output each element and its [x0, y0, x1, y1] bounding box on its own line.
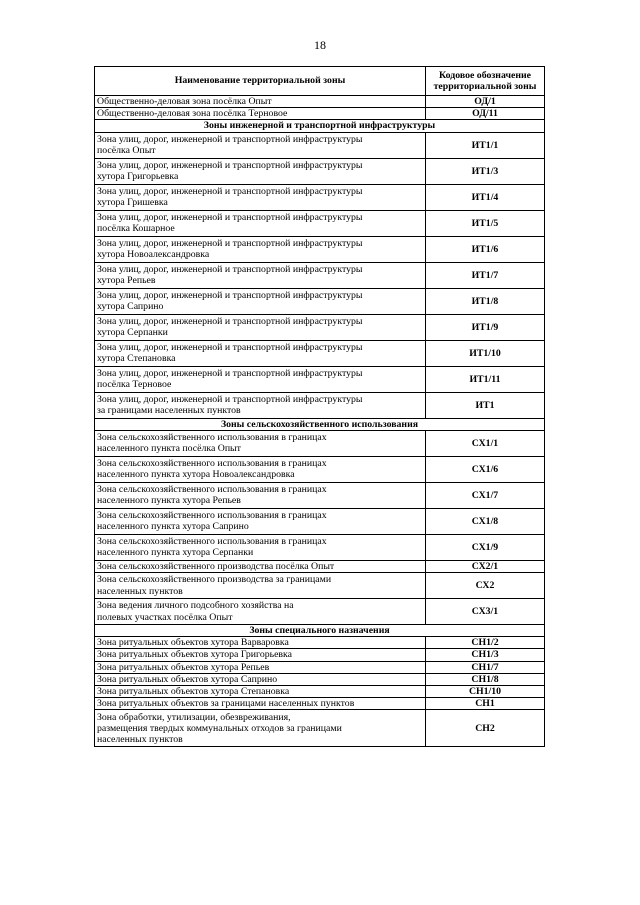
section-row: [95, 120, 545, 132]
zone-name-cell: [95, 392, 426, 418]
zone-name-line: Зона обработки, утилизации, обезвреживания,: [97, 711, 291, 723]
zone-name-line: Зона ритуальных объектов хутора Репьев: [97, 661, 270, 673]
table-body: [95, 96, 545, 747]
zone-name-line: полевых участках посёлка Опыт: [97, 611, 233, 623]
table-row: [95, 314, 545, 340]
zone-name-cell: [95, 673, 426, 685]
zone-name-cell: [95, 314, 426, 340]
table-row: [95, 661, 545, 673]
table-row: [95, 288, 545, 314]
zone-name-line: Зона сельскохозяйственного производства за границами: [97, 574, 332, 586]
zone-name-cell: [95, 661, 426, 673]
zone-name-line: Зона улиц, дорог, инженерной и транспортной инфраструктуры: [97, 289, 363, 301]
zone-code-cell: СН2: [426, 710, 545, 747]
zone-code-cell: ИТ1/5: [426, 210, 545, 236]
zone-name-cell: [95, 158, 426, 184]
table-row: [95, 210, 545, 236]
zone-name-line: Общественно-деловая зона посёлка Терновое: [97, 108, 288, 120]
zone-name-line: населенного пункта хутора Саприно: [97, 521, 249, 533]
zone-name-line: Зона улиц, дорог, инженерной и транспортной инфраструктуры: [97, 393, 363, 405]
table-row: [95, 184, 545, 210]
zone-name-line: размещения твердых коммунальных отходов за границами: [97, 722, 342, 734]
table-row: [95, 637, 545, 649]
zone-code-cell: ИТ1/3: [426, 158, 545, 184]
zone-name-line: Зона улиц, дорог, инженерной и транспортной инфраструктуры: [97, 211, 363, 223]
zone-code-cell: СХ1/7: [426, 482, 545, 508]
table-row: [95, 456, 545, 482]
zone-code-cell: СХ1/9: [426, 534, 545, 560]
zone-name-line: хутора Репьев: [97, 275, 156, 287]
zone-code-cell: ИТ1/6: [426, 236, 545, 262]
zone-code-cell: СН1/3: [426, 649, 545, 661]
zone-name-line: Зона ритуальных объектов хутора Григорьевка: [97, 649, 293, 661]
section-title: Зоны специального назначения: [95, 625, 545, 637]
zone-name-cell: [95, 686, 426, 698]
zone-name-cell: [95, 573, 426, 599]
zone-code-cell: СХ1/6: [426, 456, 545, 482]
zones-table: [94, 66, 545, 747]
zone-name-cell: [95, 210, 426, 236]
table-row: [95, 508, 545, 534]
table-row: [95, 710, 545, 747]
zone-code-cell: ИТ1/9: [426, 314, 545, 340]
table-row: [95, 262, 545, 288]
zone-name-cell: [95, 599, 426, 625]
zone-name-line: населенных пунктов: [97, 734, 183, 746]
table-row: [95, 392, 545, 418]
zone-name-cell: [95, 366, 426, 392]
zone-code-cell: СН1/10: [426, 686, 545, 698]
zone-code-cell: СН1/8: [426, 673, 545, 685]
zone-name-cell: [95, 456, 426, 482]
zone-name-line: посёлка Терновое: [97, 379, 172, 391]
zone-name-line: Зона улиц, дорог, инженерной и транспортной инфраструктуры: [97, 185, 363, 197]
section-row: [95, 418, 545, 430]
zone-code-cell: СХ2/1: [426, 560, 545, 572]
zone-name-line: Зона сельскохозяйственного использования в границах: [97, 432, 327, 444]
section-row: [95, 625, 545, 637]
table-row: [95, 366, 545, 392]
zone-code-cell: ОД/11: [426, 108, 545, 120]
zone-name-cell: [95, 262, 426, 288]
zone-name-cell: [95, 710, 426, 747]
table-row: [95, 482, 545, 508]
table-row: [95, 560, 545, 572]
table-row: [95, 108, 545, 120]
zone-name-line: Зона ритуальных объектов за границами населенных пунктов: [97, 698, 355, 710]
zone-name-line: Зона сельскохозяйственного производства посёлка Опыт: [97, 560, 335, 572]
zone-name-line: за границами населенных пунктов: [97, 405, 241, 417]
zone-code-cell: ИТ1: [426, 392, 545, 418]
table-row: [95, 686, 545, 698]
table-row: [95, 599, 545, 625]
zone-code-cell: СХ3/1: [426, 599, 545, 625]
table-row: [95, 430, 545, 456]
zone-code-cell: СХ1/8: [426, 508, 545, 534]
table-row: [95, 573, 545, 599]
zone-name-line: населенного пункта хутора Репьев: [97, 495, 241, 507]
zone-name-line: Зона улиц, дорог, инженерной и транспортной инфраструктуры: [97, 263, 363, 275]
zone-name-line: хутора Гришевка: [97, 197, 168, 209]
zone-name-line: посёлка Кошарное: [97, 223, 175, 235]
zone-name-cell: [95, 108, 426, 120]
table-row: [95, 96, 545, 108]
section-title: Зоны сельскохозяйственного использования: [95, 418, 545, 430]
zone-name-line: Общественно-деловая зона посёлка Опыт: [97, 96, 272, 107]
zone-name-line: Зона улиц, дорог, инженерной и транспортной инфраструктуры: [97, 133, 363, 145]
zone-name-line: Зона улиц, дорог, инженерной и транспортной инфраструктуры: [97, 315, 363, 327]
zone-name-line: Зона ведения личного подсобного хозяйства на: [97, 600, 294, 612]
zone-name-line: Зона ритуальных объектов хутора Саприно: [97, 673, 278, 685]
zone-code-cell: ИТ1/4: [426, 184, 545, 210]
zone-name-line: Зона улиц, дорог, инженерной и транспортной инфраструктуры: [97, 237, 363, 249]
zone-name-line: Зона ритуальных объектов хутора Степановка: [97, 686, 290, 698]
zone-name-cell: [95, 482, 426, 508]
zone-name-cell: [95, 560, 426, 572]
zone-name-cell: [95, 698, 426, 710]
zone-name-cell: [95, 288, 426, 314]
zone-name-line: хутора Григорьевка: [97, 171, 179, 183]
zone-name-line: хутора Новоалександровка: [97, 249, 210, 261]
header-zone-code: [426, 67, 545, 96]
zone-name-cell: [95, 430, 426, 456]
header-zone-name: Наименование территориальной зоны: [95, 67, 426, 96]
zone-name-line: Зона улиц, дорог, инженерной и транспортной инфраструктуры: [97, 367, 363, 379]
zone-code-cell: СН1: [426, 698, 545, 710]
zone-name-cell: [95, 508, 426, 534]
zone-name-line: Зона сельскохозяйственного использования в границах: [97, 510, 327, 522]
zone-code-cell: ОД/1: [426, 96, 545, 108]
table-row: [95, 534, 545, 560]
zone-name-line: населенного пункта хутора Серпанки: [97, 547, 254, 559]
zone-name-line: Зона сельскохозяйственного использования в границах: [97, 484, 327, 496]
zone-name-line: хутора Степановка: [97, 353, 176, 365]
table-row: [95, 649, 545, 661]
zone-name-line: посёлка Опыт: [97, 145, 156, 157]
header-zone-code-line2: территориальной зоны: [433, 81, 537, 92]
zone-code-cell: ИТ1/11: [426, 366, 545, 392]
page-number: 18: [314, 38, 326, 52]
zone-name-cell: [95, 637, 426, 649]
zone-code-cell: ИТ1/10: [426, 340, 545, 366]
table-row: [95, 132, 545, 158]
zone-code-cell: СХ2: [426, 573, 545, 599]
table-row: [95, 236, 545, 262]
zone-name-line: Зона улиц, дорог, инженерной и транспортной инфраструктуры: [97, 159, 363, 171]
zone-name-cell: [95, 649, 426, 661]
zone-code-cell: СН1/7: [426, 661, 545, 673]
zone-name-line: Зона ритуальных объектов хутора Варваровка: [97, 637, 289, 649]
zone-code-cell: СХ1/1: [426, 430, 545, 456]
zone-code-cell: ИТ1/8: [426, 288, 545, 314]
zone-code-cell: ИТ1/1: [426, 132, 545, 158]
zone-name-line: населенного пункта хутора Новоалександровка: [97, 469, 295, 481]
zone-name-line: Зона улиц, дорог, инженерной и транспортной инфраструктуры: [97, 341, 363, 353]
table-header-row: [95, 67, 545, 96]
zone-name-cell: [95, 534, 426, 560]
zone-code-cell: ИТ1/7: [426, 262, 545, 288]
table-row: [95, 698, 545, 710]
section-title: Зоны инженерной и транспортной инфраструктуры: [95, 120, 545, 132]
zone-name-cell: [95, 340, 426, 366]
table-row: [95, 158, 545, 184]
zone-name-line: населенных пунктов: [97, 585, 183, 597]
zone-name-line: хутора Саприно: [97, 301, 164, 313]
zone-name-line: Зона сельскохозяйственного использования в границах: [97, 458, 327, 470]
zone-name-cell: [95, 132, 426, 158]
table-row: [95, 340, 545, 366]
zone-name-line: населенного пункта посёлка Опыт: [97, 443, 241, 455]
zone-name-line: хутора Серпанки: [97, 327, 168, 339]
zone-code-cell: СН1/2: [426, 637, 545, 649]
table-row: [95, 673, 545, 685]
zone-name-cell: [95, 96, 426, 108]
zone-name-line: Зона сельскохозяйственного использования в границах: [97, 536, 327, 548]
zone-name-cell: [95, 236, 426, 262]
header-zone-code-line1: Кодовое обозначение: [439, 69, 531, 81]
zone-name-cell: [95, 184, 426, 210]
